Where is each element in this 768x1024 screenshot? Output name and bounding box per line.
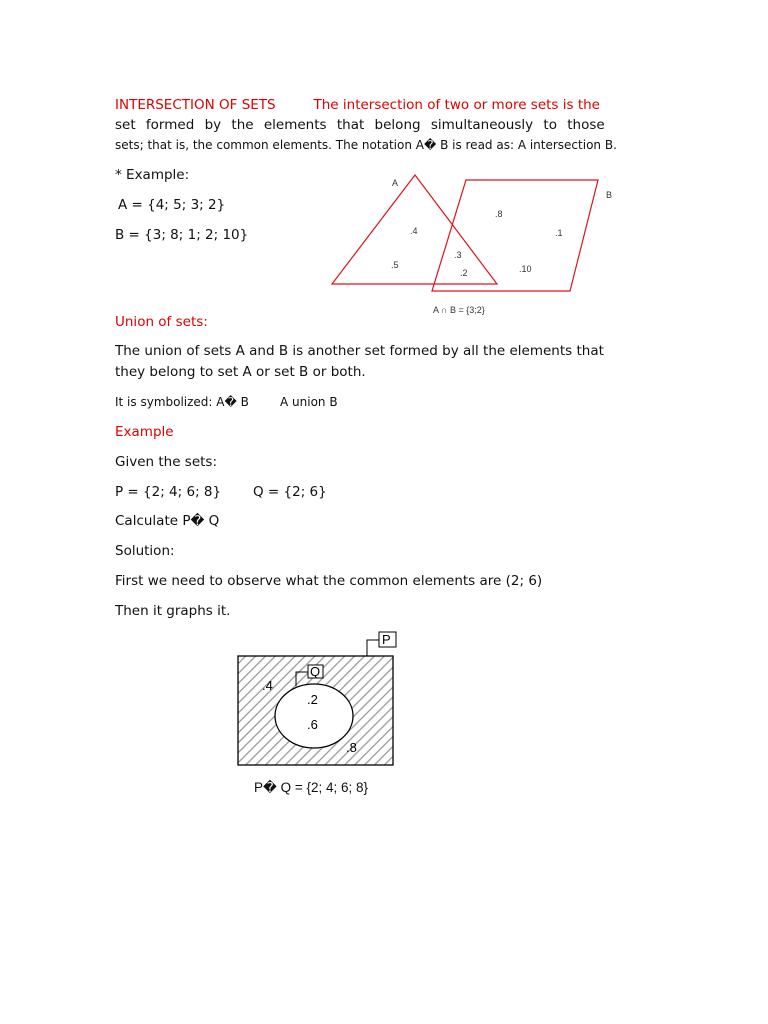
set-p-definition: P = {2; 4; 6; 8} xyxy=(115,484,222,500)
set-q-label: Q xyxy=(310,664,321,679)
union-symbol-text: It is symbolized: A� B xyxy=(115,395,249,409)
diagram1-point: .2 xyxy=(460,268,468,278)
intro-text-2: set formed by the elements that belong simultaneously to those xyxy=(115,117,605,133)
set-b-definition: B = {3; 8; 1; 2; 10} xyxy=(115,227,249,243)
union-point: .6 xyxy=(307,717,318,732)
set-a-label: A xyxy=(392,178,399,188)
set-b-label: B xyxy=(606,190,613,200)
set-q-definition: Q = {2; 6} xyxy=(253,484,327,500)
intersection-caption: A ∩ B = {3;2} xyxy=(433,305,485,315)
graph-text: Then it graphs it. xyxy=(115,603,231,619)
set-p-connector xyxy=(367,640,379,656)
given-sets-text: Given the sets: xyxy=(115,454,218,470)
union-reading-text: A union B xyxy=(280,395,338,409)
union-example-heading: Example xyxy=(115,424,174,440)
diagram1-point: .8 xyxy=(495,209,503,219)
set-a-definition: A = {4; 5; 3; 2} xyxy=(118,197,226,213)
diagram1-point: .5 xyxy=(391,260,399,270)
diagram1-point: .10 xyxy=(519,264,532,274)
union-paragraph-line-2: they belong to set A or set B or both. xyxy=(115,364,366,380)
union-result: P� Q = {2; 4; 6; 8} xyxy=(254,780,369,795)
union-heading: Union of sets: xyxy=(115,314,208,330)
diagram1-point: .1 xyxy=(555,228,563,238)
observe-text: First we need to observe what the common elements are (2; 6) xyxy=(115,573,543,589)
intersection-heading: INTERSECTION OF SETS xyxy=(115,97,276,113)
intro-text-1: The intersection of two or more sets is the xyxy=(313,97,600,113)
union-paragraph-line-1: The union of sets A and B is another set formed by all the elements that xyxy=(115,343,604,359)
diagram1-point: .3 xyxy=(454,250,462,260)
example-label: * Example: xyxy=(115,167,190,183)
diagram1-point: .4 xyxy=(410,226,418,236)
solution-label: Solution: xyxy=(115,543,175,559)
set-p-label: P xyxy=(382,632,391,647)
intro-text-3: sets; that is, the common elements. The notation A� B is read as: A intersection B. xyxy=(115,138,617,152)
union-point: .2 xyxy=(307,692,318,707)
calculate-text: Calculate P� Q xyxy=(115,513,220,529)
union-point: .4 xyxy=(262,678,273,693)
union-point: .8 xyxy=(346,740,357,755)
